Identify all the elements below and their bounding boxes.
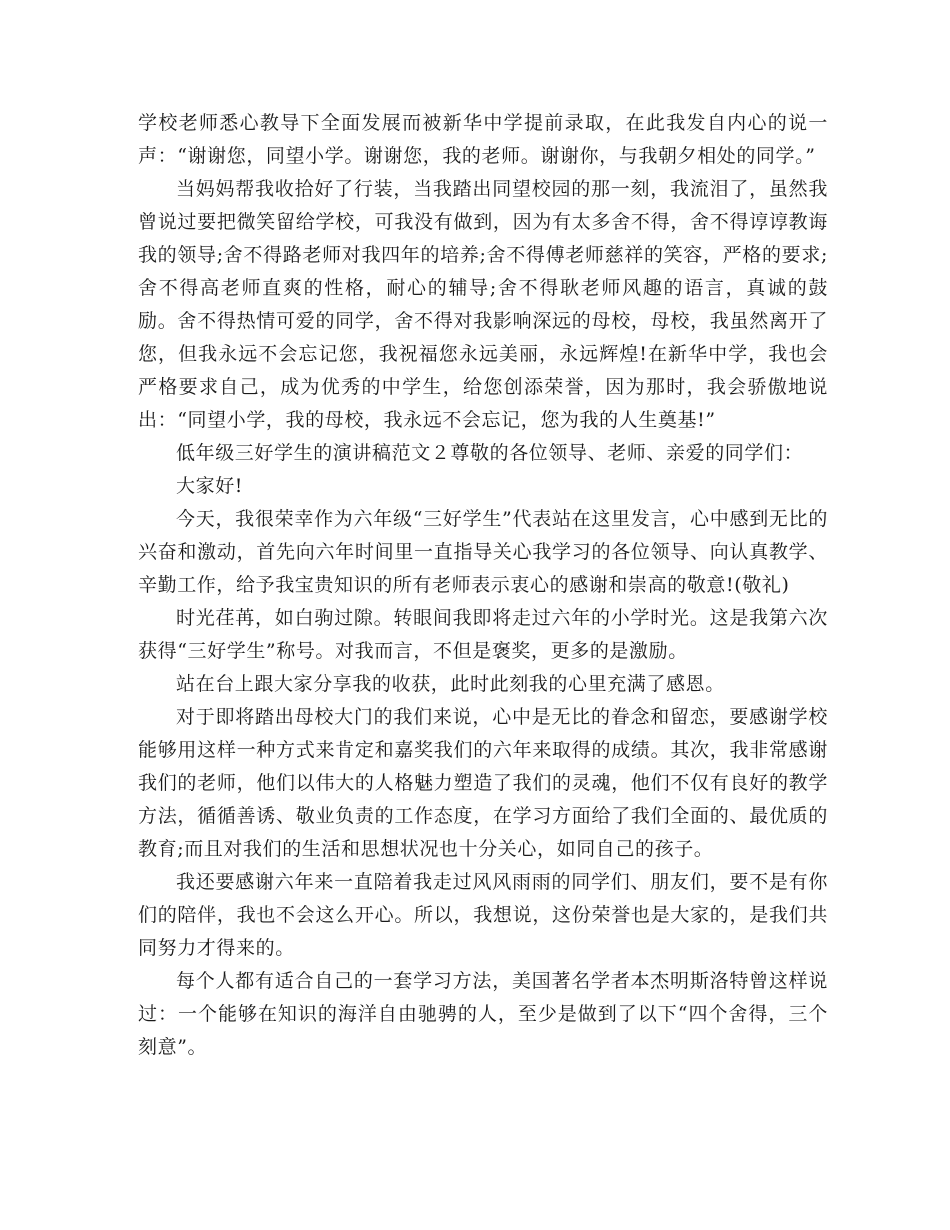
paragraph-speech-title: 低年级三好学生的演讲稿范文２尊敬的各位领导、老师、亲爱的同学们：	[176, 442, 804, 464]
paragraph-introduction: 今天，我很荣幸作为六年级“三好学生”代表站在这里发言，心中感到无比的兴奋和激动，首先向六年时间里一直指导关心我学习的各位领导、向认真教学、辛勤工作，给予我宝贵知识的所有老师表示衷心的感谢和崇高的敬意!(敬礼)	[138, 508, 828, 596]
paragraph-thanks-classmates: 我还要感谢六年来一直陪着我走过风风雨雨的同学们、朋友们，要不是有你们的陪伴，我也不会这么开心。所以，我想说，这份荣誉也是大家的，是我们共同努力才得来的。	[138, 871, 828, 959]
document-body	[138, 107, 828, 1064]
paragraph-continued: 学校老师悉心教导下全面发展而被新华中学提前录取，在此我发自内心的说一声：“谢谢您，同望小学。谢谢您，我的老师。谢谢你，与我朝夕相处的同学。”	[138, 112, 828, 167]
paragraph-gratitude: 站在台上跟大家分享我的收获，此时此刻我的心里充满了感恩。	[176, 673, 725, 695]
paragraph-greeting: 大家好!	[176, 475, 244, 497]
paragraph-study-method: 每个人都有适合自己的一套学习方法，美国著名学者本杰明斯洛特曾这样说过：一个能够在知识的海洋自由驰骋的人，至少是做到了以下“四个舍得，三个刻意”。	[138, 970, 828, 1058]
paragraph-time-passing: 时光荏苒，如白驹过隙。转眼间我即将走过六年的小学时光。这是我第六次获得“三好学生”称号。对我而言，不但是褒奖，更多的是激励。	[138, 607, 828, 662]
paragraph-thanks-school: 对于即将踏出母校大门的我们来说，心中是无比的眷念和留恋，要感谢学校能够用这样一种方式来肯定和嘉奖我们的六年来取得的成绩。其次，我非常感谢我们的老师，他们以伟大的人格魅力塑造了我们的灵魂，他们不仅有良好的教学方法，循循善诱、敬业负责的工作态度，在学习方面给了我们全面的、最优质的教育;而且对我们的生活和思想状况也十分关心，如同自己的孩子。	[138, 706, 828, 860]
paragraph-farewell: 当妈妈帮我收拾好了行装，当我踏出同望校园的那一刻，我流泪了，虽然我曾说过要把微笑留给学校，可我没有做到，因为有太多舍不得，舍不得谆谆教诲我的领导;舍不得路老师对我四年的培养;舍不得傅老师慈祥的笑容，严格的要求;舍不得高老师直爽的性格，耐心的辅导;舍不得耿老师风趣的语言，真诚的鼓励。舍不得热情可爱的同学，舍不得对我影响深远的母校，母校，我虽然离开了您，但我永远不会忘记您，我祝福您永远美丽，永远辉煌!在新华中学，我也会严格要求自己，成为优秀的中学生，给您创添荣誉，因为那时，我会骄傲地说出：“同望小学，我的母校，我永远不会忘记，您为我的人生奠基!”	[138, 178, 828, 431]
